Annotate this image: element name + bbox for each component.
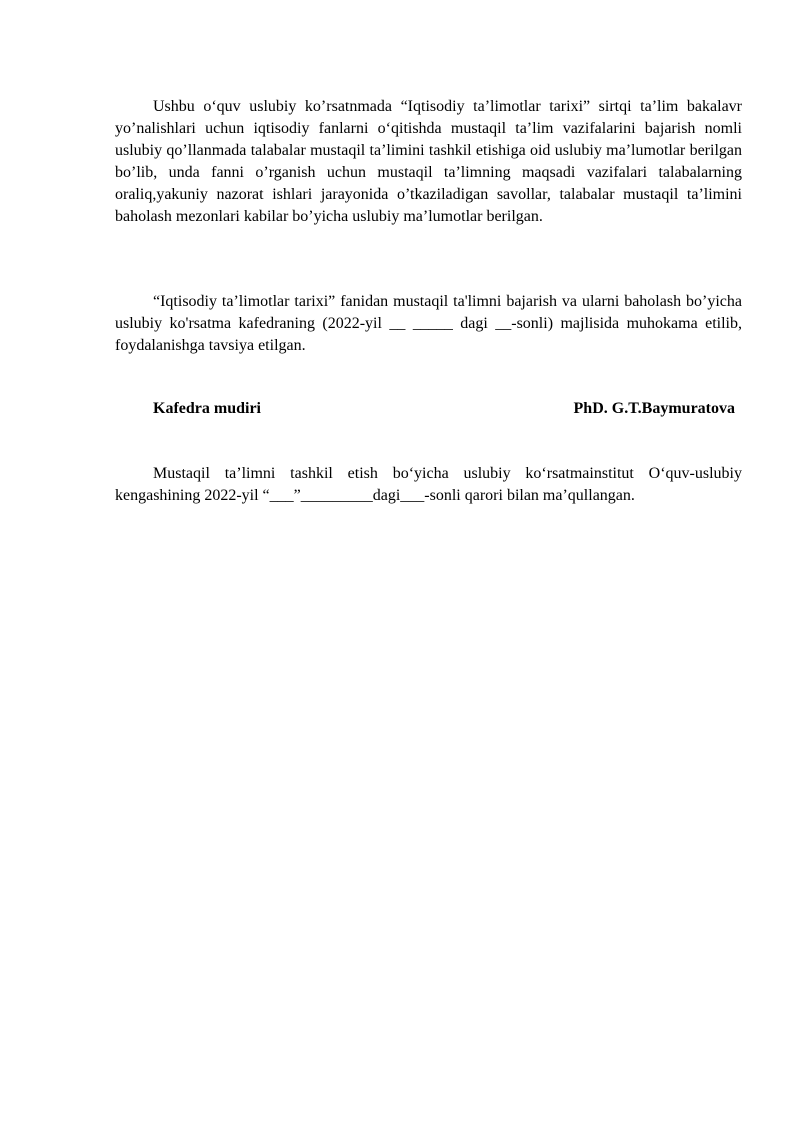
signature-row <box>153 398 735 420</box>
signature-position: Kafedra mudiri <box>153 400 261 417</box>
signature-name: PhD. G.T.Baymuratova <box>573 400 735 417</box>
council-approval-paragraph: Mustaqil ta’limni tashkil etish bo‘yicha uslubiy ko‘rsatmainstitut O‘quv-uslubiy kengashining 2022-yil “___”_________dagi___-sonli qarori bilan ma’qullangan. <box>115 465 742 504</box>
approval-paragraph: “Iqtisodiy ta’limotlar tarixi” fanidan mustaqil ta'limni bajarish va ularni baholash bo’yicha uslubiy ko'rsatma kafedraning (2022-yil __ _____ dagi __-sonli) majlisida muhokama etilib, foydalanishga tavsiya etilgan. <box>115 293 742 354</box>
intro-paragraph: Ushbu o‘quv uslubiy ko’rsatnmada “Iqtisodiy ta’limotlar tarixi” sirtqi ta’lim bakalavr yo’nalishlari uchun iqtisodiy fanlarni o‘qitishda mustaqil ta’lim vazifalarini bajarish nomli uslubiy qo’llanmada talabalar mustaqil ta’limini tashkil etishiga oid uslubiy ma’lumotlar berilgan bo’lib, unda fanni o’rganish uchun mustaqil ta’limning maqsadi vazifalari talabalarning oraliq,yakuniy nazorat ishlari jarayonida o’tkaziladigan savollar, talabalar mustaqil ta’limini baholash mezonlari kabilar bo’yicha uslubiy ma’lumotlar berilgan. <box>115 98 742 225</box>
